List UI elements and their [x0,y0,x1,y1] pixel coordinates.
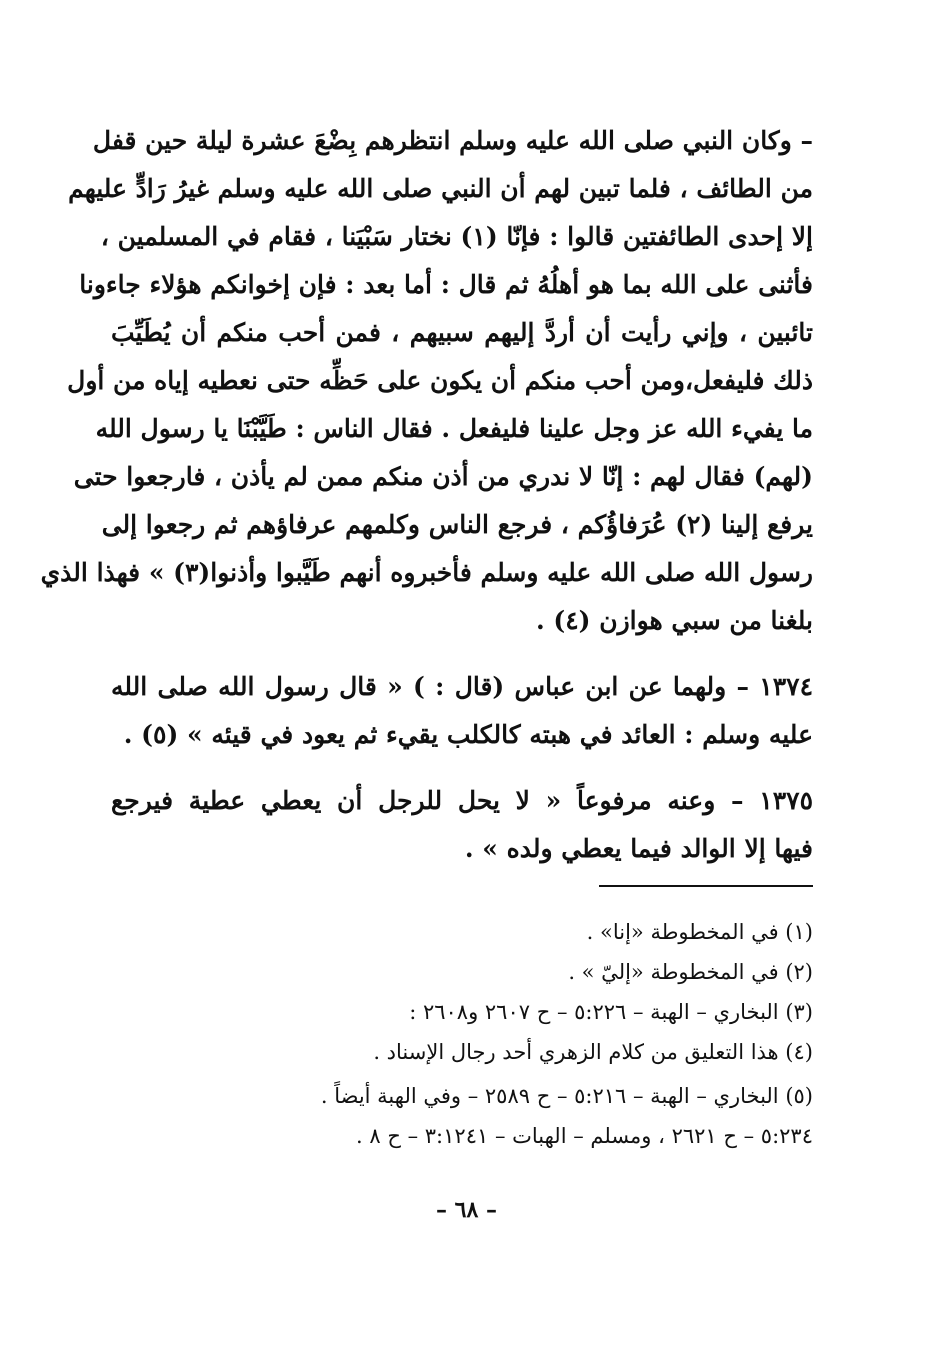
text-line: إلا إحدى الطائفتين قالوا : فإنّا (١) نختار سَبْيَنا ، فقام في المسلمين ، [100,222,813,251]
text-line: فأثنى على الله بما هو أهلُهُ ثم قال : أما بعد : فإن إخوانكم هؤلاء جاءونا [79,270,813,299]
text-line: ذلك فليفعل،ومن أحب منكم أن يكون على حَظِّه حتى نعطيه إياه من أول [67,366,813,395]
text-line: رسول الله صلى الله عليه وسلم فأخبروه أنهم طَيَّبوا وأذنوا(٣) » فهذا الذي [40,558,813,587]
footnote: (٥) البخاري – الهبة – ٥:٢١٦ – ح ٢٥٨٩ – وفي الهبة أيضاً . [320,1084,813,1108]
footnote-separator [599,885,813,887]
footnote: (٤) هذا التعليق من كلام الزهري أحد رجال الإسناد . [373,1040,813,1064]
text-line: (لهم) فقال لهم : إنّا لا ندري من أذن منكم ممن لم يأذن ، فارجعوا حتى [73,462,813,491]
hadith-1375-line: ١٣٧٥ – وعنه مرفوعاً « لا يحل للرجل أن يعطي عطية فيرجع [111,786,813,815]
footnote: ٥:٢٣٤ – ح ٢٦٢١ ، ومسلم – الهبات – ٣:١٢٤١ – ح ٨ . [356,1124,813,1148]
text-line: يرفع إلينا (٢) عُرَفاؤُكم ، فرجع الناس وكلمهم عرفاؤهم ثم رجعوا إلى [101,510,813,539]
footnote: (١) في المخطوطة «إنا» . [586,920,813,944]
page-number: – ٦٨ – [436,1197,497,1223]
text-line: ما يفيء الله عز وجل علينا فليفعل . فقال الناس : طَيَّبْنَا يا رسول الله [95,414,813,443]
hadith-1375-line: فيها إلا الوالد فيما يعطي ولده » . [464,834,813,863]
hadith-1374-line: ١٣٧٤ – ولهما عن ابن عباس (قال : ) « قال رسول الله صلى الله [111,672,813,701]
text-line: – وكان النبي صلى الله عليه وسلم انتظرهم بِضْعَ عشرة ليلة حين قفل [92,126,813,155]
footnote: (٣) البخاري – الهبة – ٥:٢٢٦ – ح ٢٦٠٧ و٢٦٠٨ : [409,1000,813,1024]
hadith-1374-line: عليه وسلم : العائد في هبته كالكلب يقيء ثم يعود في قيئه » (٥) . [123,720,813,749]
text-line: بلغنا من سبي هوازن (٤) . [535,606,813,635]
text-line: تائبين ، وإني رأيت أن أردَّ إليهم سبيهم ، فمن أحب منكم أن يُطَيِّبَ [111,318,813,347]
text-line: من الطائف ، فلما تبين لهم أن النبي صلى الله عليه وسلم غيرُ رَادٍّ عليهم [68,174,813,203]
footnote: (٢) في المخطوطة «إليّ » . [568,960,813,984]
